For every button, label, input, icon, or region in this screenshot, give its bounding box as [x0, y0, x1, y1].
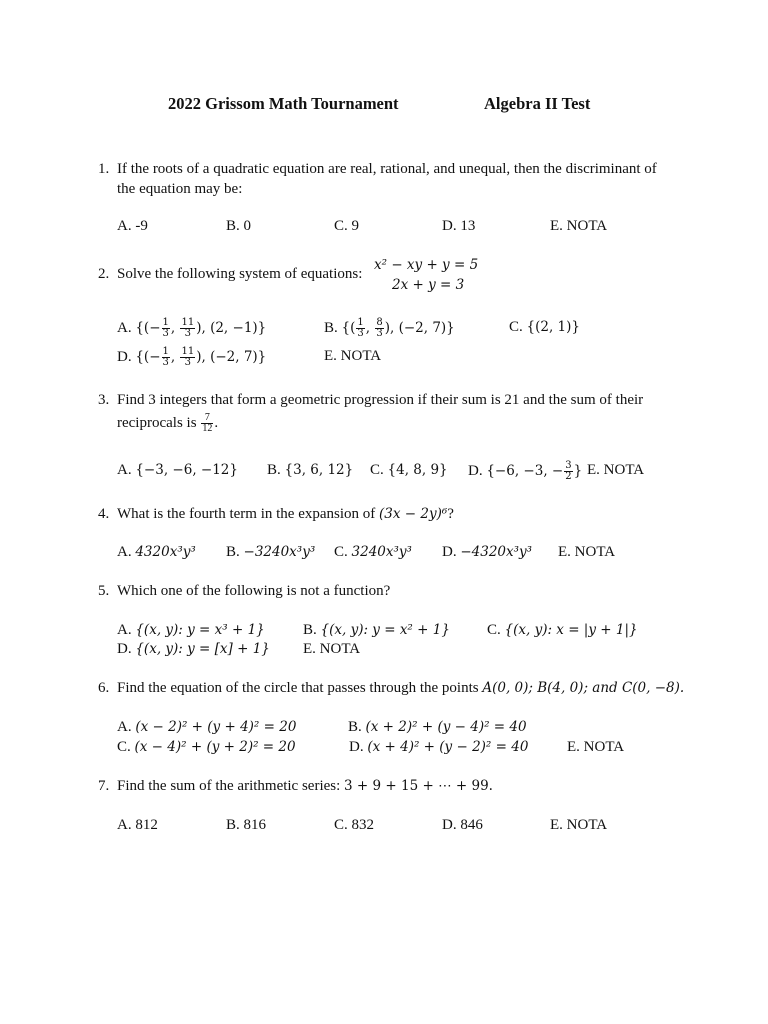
choice-value: {(− $\frac{1}{3}$ , $\frac{11}{3}$ ), (2, −1)}	[135, 317, 267, 339]
choice-label: E.	[303, 641, 316, 657]
question-text: Solve the following system of equations:	[117, 266, 363, 282]
choice-value: {−3, −6, −12}	[135, 462, 238, 478]
system-equation-1: x² − xy + y = 5	[374, 257, 479, 273]
choice-value: {4, 8, 9}	[387, 462, 448, 478]
question-number: 4.	[98, 506, 110, 522]
question-text	[117, 679, 684, 698]
choice-e: E. NOTA	[550, 817, 608, 833]
choice-value: NOTA	[340, 348, 382, 364]
choice-c: C. 832	[334, 817, 375, 833]
choice-a	[117, 621, 265, 640]
question-text-line: Find the equation of the circle that passes through the points	[117, 680, 479, 696]
question-number: 2.	[98, 266, 110, 282]
question-text-line: Find the sum of the arithmetic series:	[117, 778, 341, 794]
fraction-7-12: $\frac{7}{12}$	[202, 412, 213, 434]
choice-value: {(− $\frac{1}{3}$ , $\frac{11}{3}$ ), (−2, 7)}	[135, 346, 267, 368]
choice-value: (x + 4)² + (y − 2)² = 40	[367, 739, 529, 755]
choice-value: {( $\frac{1}{3}$ , $\frac{8}{3}$ ), (−2, 7)}	[341, 317, 455, 339]
choice-value: {(x, y): y = x³ + 1}	[135, 622, 265, 638]
choice-value: NOTA	[319, 641, 361, 657]
choice-value: −3240x³y³	[243, 544, 316, 560]
choice-b	[226, 543, 315, 562]
choice-c	[509, 318, 580, 337]
choice-label: B.	[324, 320, 338, 336]
choice-label: A.	[117, 622, 132, 638]
choice-e	[303, 640, 360, 659]
choice-value: NOTA	[583, 739, 625, 755]
series: 3 + 9 + 15 + ⋯ + 99.	[344, 778, 493, 794]
question-text-line: What is the fourth term in the expansion of	[117, 506, 376, 522]
expression: (3x − 2y)⁶	[379, 506, 448, 522]
choice-label: C.	[509, 319, 523, 335]
choice-label: C.	[370, 462, 384, 478]
choice-label: A.	[117, 544, 132, 560]
choice-d	[442, 543, 532, 562]
question-number: 6.	[98, 680, 110, 696]
choice-c	[117, 738, 296, 757]
choice-b	[267, 461, 353, 480]
choice-value: {(x, y): y = [x] + 1}	[135, 641, 270, 657]
choice-label: C.	[334, 544, 348, 560]
choice-label: D.	[468, 463, 483, 479]
choice-value: 3240x³y³	[351, 544, 412, 560]
choice-c	[370, 461, 448, 480]
question-number: 5.	[98, 583, 110, 599]
choice-label: B.	[226, 544, 240, 560]
choice-c	[334, 543, 412, 562]
choice-value: {(2, 1)}	[526, 319, 580, 335]
choice-d: D. 13	[442, 218, 476, 234]
choice-b: B. 816	[226, 817, 267, 833]
question-number: 7.	[98, 778, 110, 794]
choice-b	[303, 621, 450, 640]
choice-d: D. 846	[442, 817, 483, 833]
choice-e	[587, 461, 644, 480]
choice-label: E.	[558, 544, 571, 560]
choice-b	[324, 318, 455, 339]
choice-a	[117, 718, 296, 737]
choice-e: E. NOTA	[550, 218, 608, 234]
choice-label: D.	[117, 349, 132, 365]
choice-c: C. 9	[334, 218, 360, 234]
choice-a	[117, 543, 196, 562]
choice-value: {−6, −3, − $\frac{3}{2}$ }	[486, 460, 583, 482]
choice-label: B.	[303, 622, 317, 638]
question-text: the equation may be:	[117, 181, 243, 197]
choice-label: E.	[587, 462, 600, 478]
choice-e	[567, 738, 624, 757]
test-title: Algebra II Test	[484, 94, 591, 113]
question-text-line: reciprocals is	[117, 414, 197, 431]
question-text: What is the fourth term in the expansion of (3x − 2y)⁶?	[117, 506, 454, 522]
choice-d	[468, 461, 582, 482]
choice-label: D.	[117, 641, 132, 657]
question-number: 1.	[98, 161, 110, 177]
question-text: Find 3 integers that form a geometric progression if their sum is 21 and the sum of their	[117, 392, 644, 408]
choice-d	[117, 640, 270, 659]
choice-value: (x − 4)² + (y + 2)² = 20	[134, 739, 296, 755]
choice-value: (x + 2)² + (y − 4)² = 40	[365, 719, 527, 735]
tournament-title: 2022 Grissom Math Tournament	[168, 94, 399, 113]
choice-e	[558, 543, 615, 562]
choice-value: NOTA	[603, 462, 645, 478]
choice-b	[348, 718, 527, 737]
choice-a	[117, 461, 238, 480]
choice-label: C.	[117, 739, 131, 755]
system-equation-2: 2x + y = 3	[392, 277, 465, 293]
choice-d	[349, 738, 528, 757]
choice-d	[117, 347, 266, 368]
choice-label: D.	[442, 544, 457, 560]
choice-label: A.	[117, 320, 132, 336]
choice-label: B.	[267, 462, 281, 478]
question-text: reciprocals is $\frac{7}{12}$ .	[117, 412, 219, 434]
choice-a: A. -9	[117, 218, 148, 234]
choice-value: {3, 6, 12}	[284, 462, 354, 478]
choice-value: {(x, y): x = |y + 1|}	[504, 622, 638, 638]
choice-value: 4320x³y³	[135, 544, 196, 560]
choice-label: C.	[487, 622, 501, 638]
choice-label: D.	[349, 739, 364, 755]
choice-value: −4320x³y³	[460, 544, 533, 560]
choice-value: {(x, y): y = x² + 1}	[320, 622, 450, 638]
choice-label: E.	[324, 348, 337, 364]
choice-label: B.	[348, 719, 362, 735]
choice-value: NOTA	[574, 544, 616, 560]
choice-c	[487, 621, 638, 640]
choice-a	[117, 318, 266, 339]
question-text	[117, 777, 493, 796]
choice-a: A. 812	[117, 817, 158, 833]
question-text: Which one of the following is not a function?	[117, 583, 391, 599]
choice-label: E.	[567, 739, 580, 755]
choice-e	[324, 347, 381, 366]
question-number: 3.	[98, 392, 110, 408]
question-text: If the roots of a quadratic equation are real, rational, and unequal, then the discriminant of	[117, 161, 657, 177]
choice-b: B. 0	[226, 218, 252, 234]
choice-label: A.	[117, 462, 132, 478]
choice-label: A.	[117, 719, 132, 735]
points: A(0, 0); B(4, 0); and C(0, −8).	[482, 680, 685, 696]
choice-value: (x − 2)² + (y + 4)² = 20	[135, 719, 297, 735]
